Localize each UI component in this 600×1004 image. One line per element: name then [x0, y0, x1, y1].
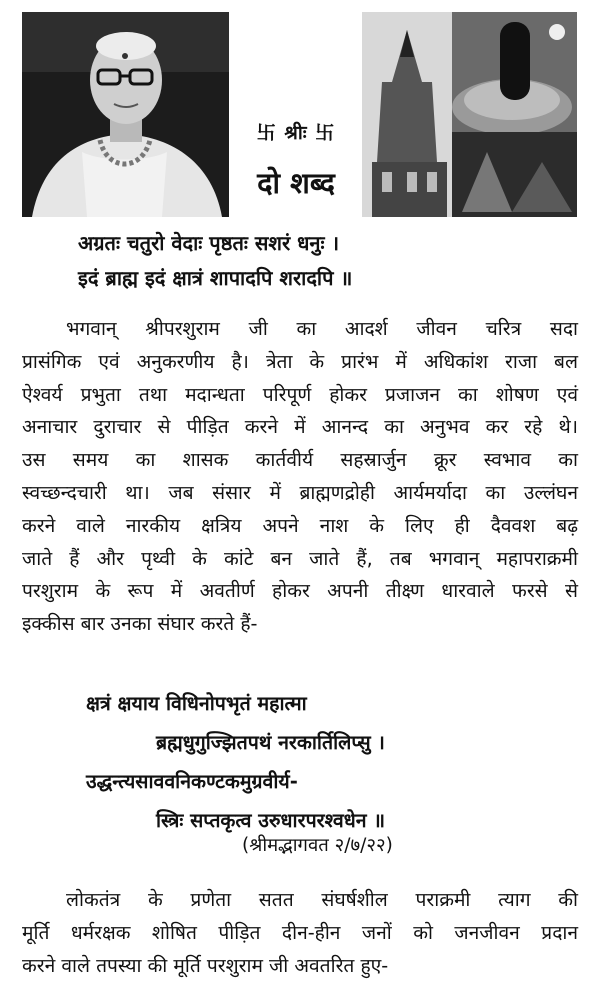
verse-citation: (श्रीमद्भागवत २/७/२२) [242, 835, 393, 856]
portrait-photo [22, 12, 229, 217]
paragraph-one [22, 313, 578, 641]
paragraph-two [22, 884, 578, 982]
text-line: लोकतंत्र के प्रणेता सतत संघर्षशील पराक्रमी त्याग की [66, 888, 578, 911]
opening-verse [78, 226, 578, 296]
text-line: भगवान् श्रीपरशुराम जी का आदर्श जीवन चरित्र सदा [66, 317, 578, 340]
heading-block [232, 118, 360, 202]
page-title: दो शब्द [257, 166, 335, 200]
verse-line: इदं ब्राह्म इदं क्षात्रं शापादपि शरादपि ॥ [78, 266, 353, 290]
motto-text: 卐 श्रीः 卐 [256, 122, 336, 144]
text-line: ऐश्वर्य प्रभुता तथा मदान्धता परिपूर्ण होकर प्रजाजन का शोषण एवं [22, 382, 578, 406]
text-line: करने वाले नारकीय क्षत्रिय अपने नाश के लिए ही दैववश बढ़ [22, 513, 578, 537]
temple-image [362, 12, 577, 217]
text-line: उस समय का शासक कार्तवीर्य सहस्रार्जुन क्रूर स्वभाव का [22, 448, 578, 472]
verse-line: अग्रतः चतुरो वेदाः पृष्ठतः सशरं धनुः । [78, 231, 340, 255]
text-line: स्वच्छन्दचारी था। जब संसार में ब्राह्मणद्रोही आर्यमर्यादा का उल्लंघन [22, 480, 578, 504]
temple-photo [362, 12, 577, 217]
bhagavata-verse [86, 684, 566, 840]
text-line: मूर्ति धर्मरक्षक शोषित पीड़ित दीन-हीन जनों को जनजीवन प्रदान [22, 920, 578, 944]
text-line: परशुराम के रूप में अवतीर्ण होकर अपनी तीक्ष्ण धारवाले फरसे से [22, 579, 578, 603]
text-line: इक्कीस बार उनका संघार करते हैं- [22, 612, 258, 636]
text-line: करने वाले तपस्या की मूर्ति परशुराम जी अवतरित हुए- [22, 953, 389, 977]
portrait-image [22, 12, 229, 217]
verse-line: उद्धन्त्यसाववनिकण्टकमुग्रवीर्य- [86, 770, 298, 793]
verse-line: ब्रह्मधुगुज्झितपथं नरकार्तिलिप्सु । [156, 731, 385, 754]
verse-line: स्त्रिः सप्तकृत्व उरुधारपरश्वधेन ॥ [156, 809, 386, 832]
verse-line: क्षत्रं क्षयाय विधिनोपभृतं महात्मा [86, 692, 307, 715]
text-line: प्रासंगिक एवं अनुकरणीय है। त्रेता के प्रारंभ में अधिकांश राजा बल [22, 349, 578, 373]
text-line: अनाचार दुराचार से पीड़ित करने में आनन्द का अनुभव कर रहे थे। [22, 415, 578, 439]
text-line: जाते हैं और पृथ्वी के कांटे बन जाते हैं, तब भगवान् महापराक्रमी [22, 546, 578, 570]
